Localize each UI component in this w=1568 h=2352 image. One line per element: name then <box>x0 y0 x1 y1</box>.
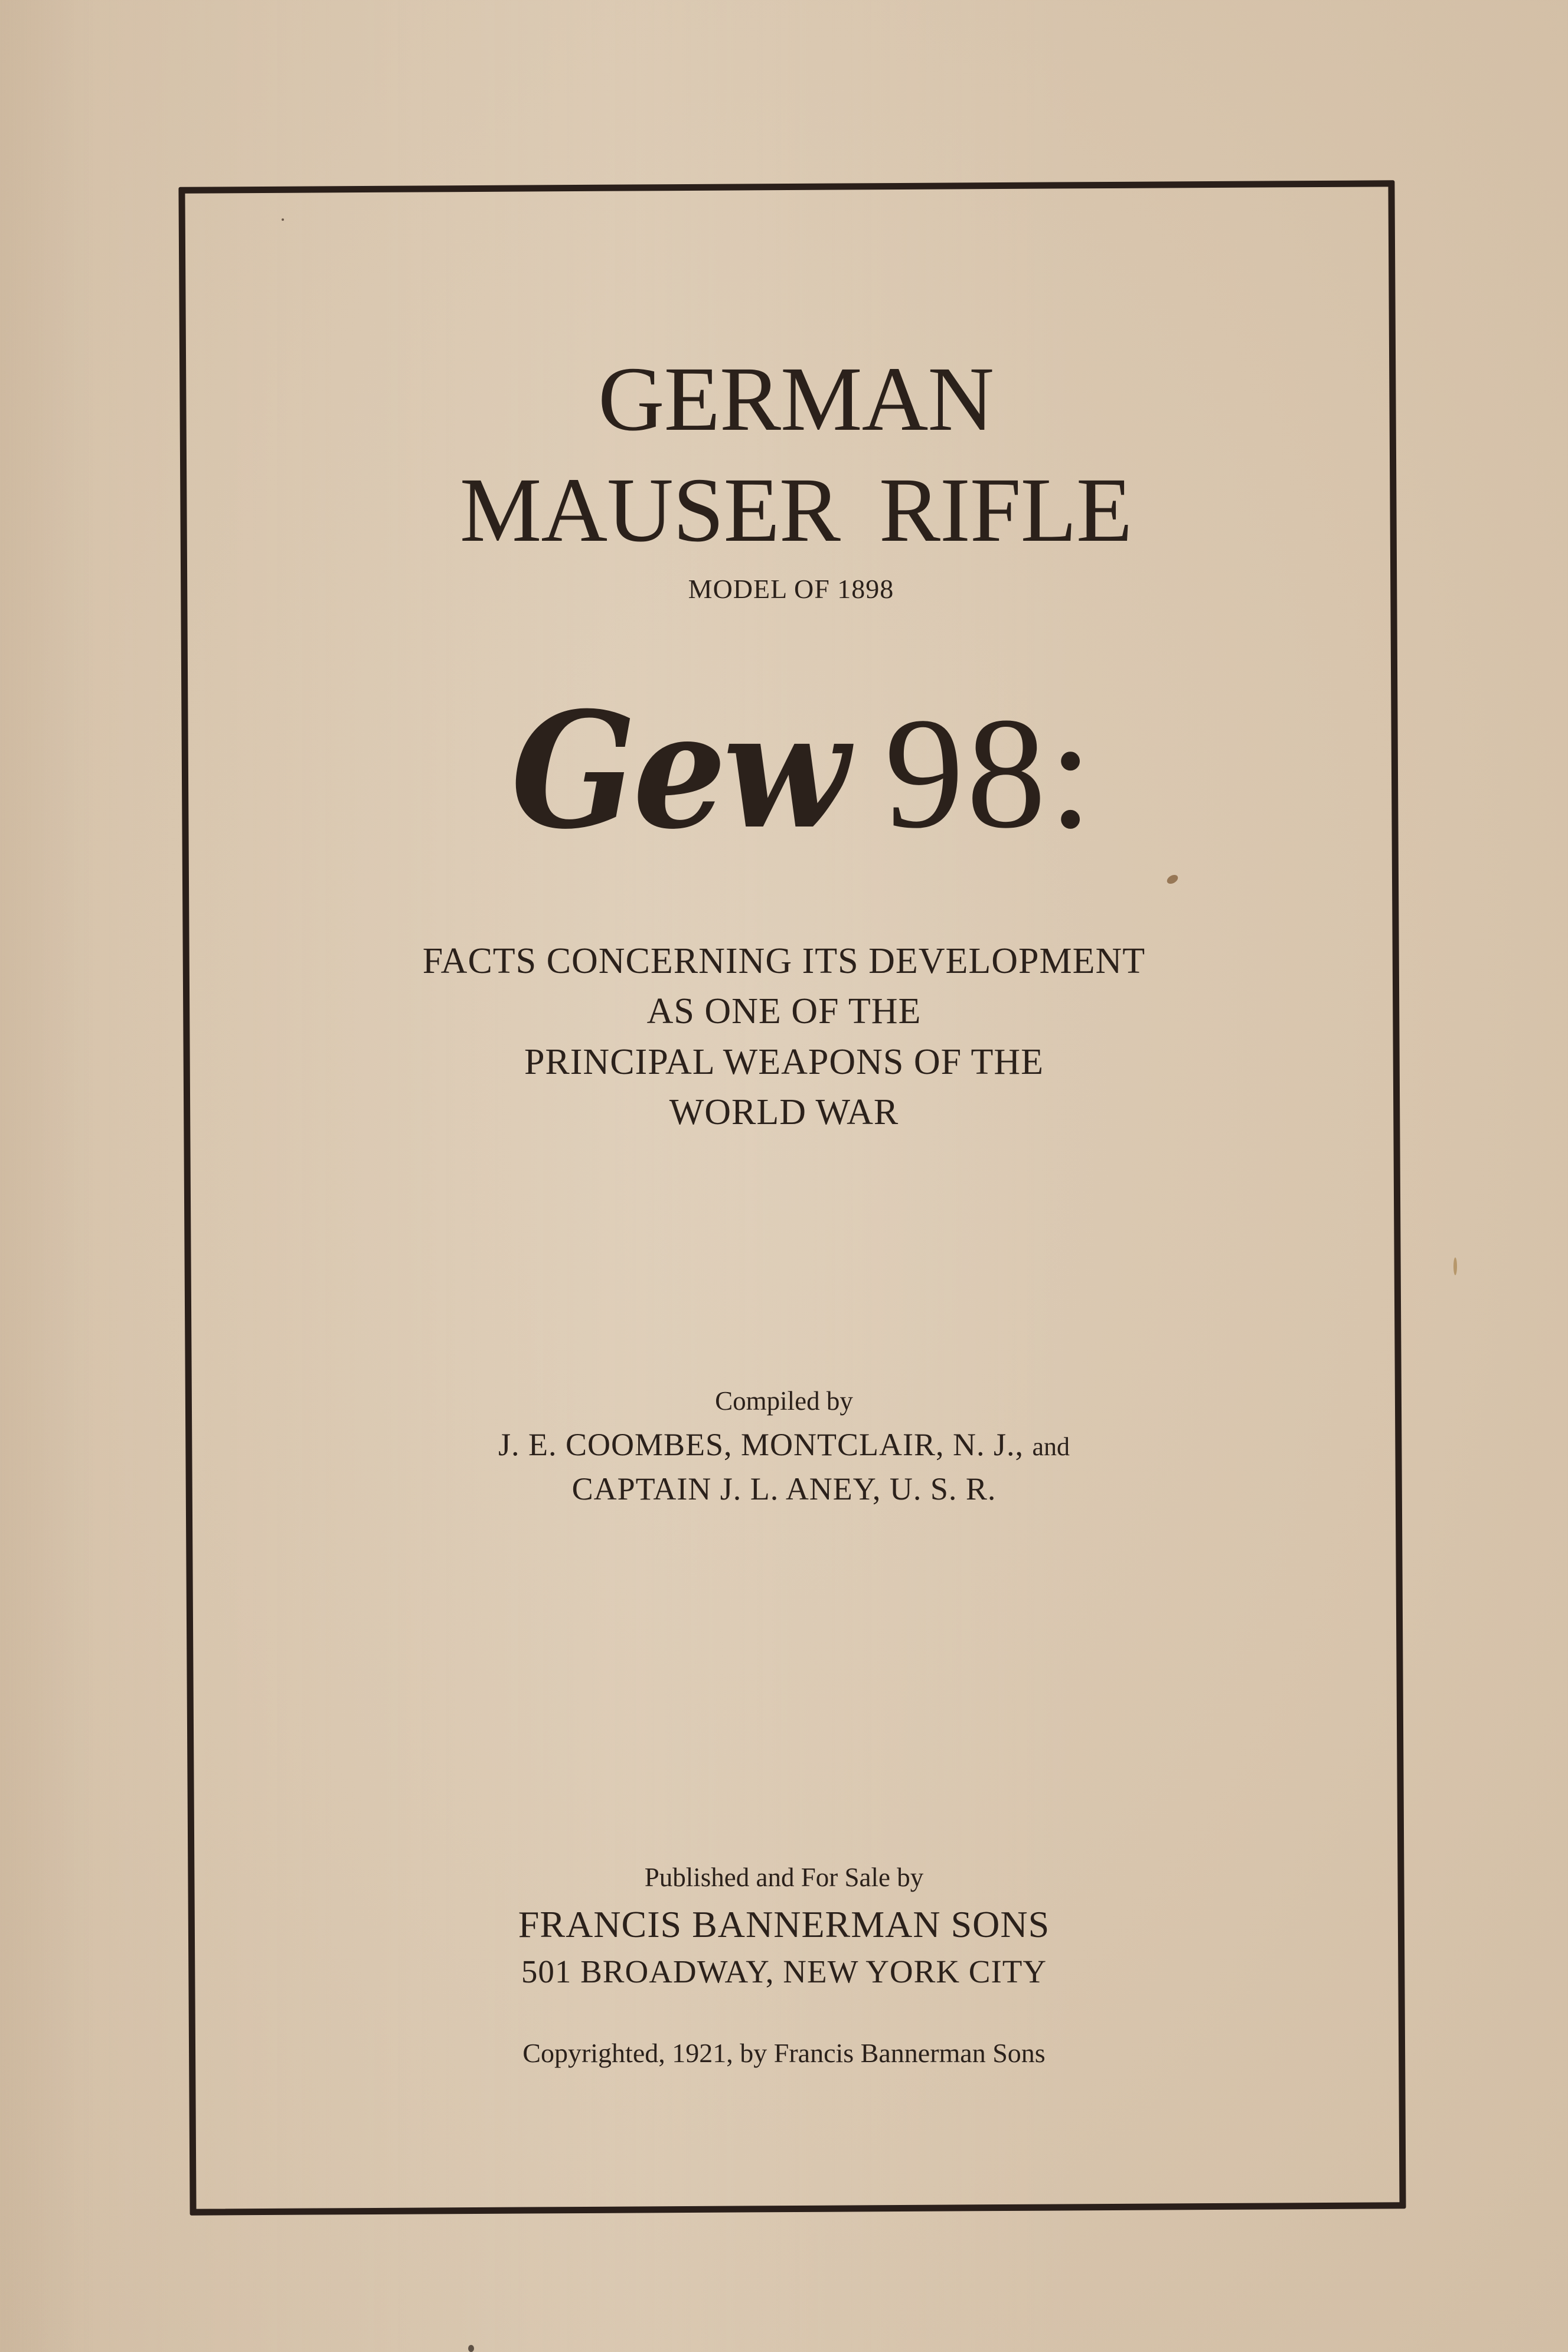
gothic-title <box>0 677 1568 864</box>
description-line-2: AS ONE OF THE <box>646 991 922 1031</box>
publisher-name: FRANCIS BANNERMAN SONS <box>518 1903 1050 1945</box>
author-aney: CAPTAIN J. L. ANEY, U. S. R. <box>571 1471 997 1507</box>
subtitle-model-year: MODEL OF 1898 <box>688 574 894 604</box>
title-line-german: GERMAN <box>597 348 994 450</box>
description-line-3: PRINCIPAL WEAPONS OF THE <box>524 1042 1044 1082</box>
publisher-address: 501 BROADWAY, NEW YORK CITY <box>521 1954 1047 1990</box>
title-line-mauser-rifle: MAUSER RIFLE <box>459 459 1132 561</box>
published-by-label: Published and For Sale by <box>644 1863 924 1892</box>
model-number: 98: <box>884 685 1095 861</box>
description-line-4: WORLD WAR <box>669 1092 899 1132</box>
paper-stain-speck <box>1453 1257 1457 1275</box>
author-coombes-name: J. E. COOMBES, MONTCLAIR, N. J., <box>498 1427 1024 1462</box>
paper-stain-speck <box>282 218 284 221</box>
compiled-by-label: Compiled by <box>715 1386 853 1416</box>
paper-stain-speck <box>468 2345 474 2352</box>
author-conjunction: and <box>1032 1432 1070 1461</box>
copyright-notice: Copyrighted, 1921, by Francis Bannerman Sons <box>522 2038 1046 2068</box>
blackletter-word: Gew <box>511 677 847 864</box>
author-coombes <box>0 1429 1568 1461</box>
description-line-1: FACTS CONCERNING ITS DEVELOPMENT <box>422 941 1146 981</box>
